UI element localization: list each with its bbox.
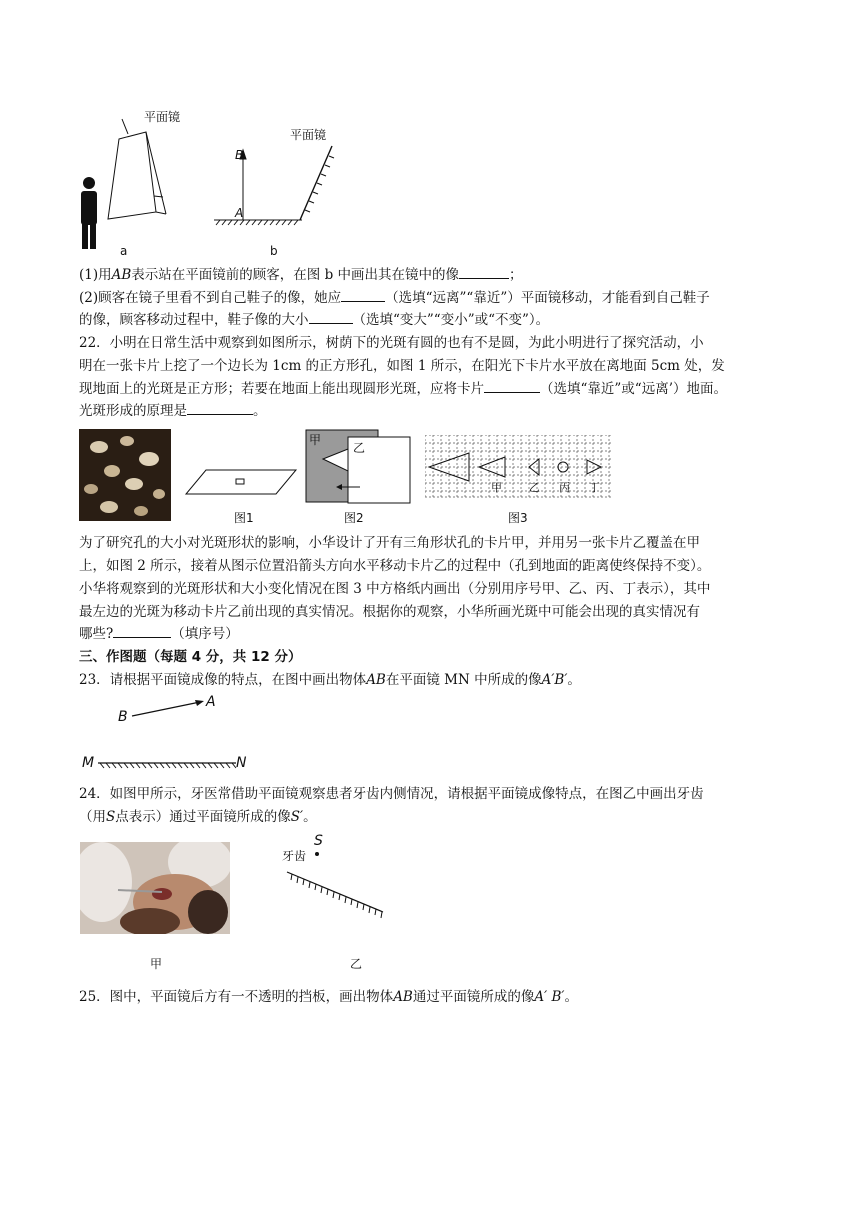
- figure-23: [78, 692, 278, 776]
- figure-caption-b: b: [270, 244, 278, 258]
- answer-blank[interactable]: [341, 287, 385, 302]
- figure-1-caption: 图1: [234, 511, 254, 525]
- label-b-point: B: [235, 148, 244, 162]
- card-with-hole-drawing: [184, 464, 300, 500]
- photo-caption-jia: 甲: [150, 957, 163, 971]
- label-point-a: A: [206, 694, 216, 710]
- q21-part2: (2)顾客在镜子里看不到自己鞋子的像，她应 （选填“远离”“靠近”）平面镜移动，才能看到自己鞋子: [79, 287, 779, 309]
- q22-line8: 最左边的光斑为移动卡片乙前出现的真实情况。根据你的观察，小华所画光斑中可能会出现的真实情况有: [79, 604, 700, 620]
- grid-spots-drawing: [425, 435, 613, 499]
- figure-2-caption: 图2: [344, 511, 364, 525]
- figure-1: [184, 464, 300, 500]
- ground-hatch: [216, 220, 298, 225]
- figure-2: [305, 429, 415, 509]
- dentist-photo-image: [80, 842, 230, 934]
- q22-line5: 为了研究孔的大小对光斑形状的影响，小华设计了开有三角形状孔的卡片甲，并用另一张卡片乙覆盖在甲: [79, 535, 700, 551]
- q24-line1: 24．如图甲所示，牙医常借助平面镜观察患者牙齿内侧情况，请根据平面镜成像特点，在图乙中画出牙齿: [79, 786, 704, 802]
- figure-3-grid: [425, 435, 613, 499]
- grid-label-jia: 甲: [491, 481, 502, 494]
- q21-part1: (1)用AB表示站在平面镜前的顾客，在图 b 中画出其在镜中的像 ；: [79, 264, 779, 286]
- figure-24-yi: [280, 834, 390, 924]
- q23-text: 23．请根据平面镜成像的特点，在图中画出物体AB在平面镜 MN 中所成的像A′B′。: [79, 672, 581, 688]
- label-point-m: M: [82, 755, 95, 771]
- q25-text: 25．图中，平面镜后方有一不透明的挡板，画出物体AB通过平面镜所成的像A′ B′。: [79, 989, 578, 1005]
- inclined-mirror: [300, 146, 332, 220]
- person-icon: [81, 177, 97, 249]
- answer-blank[interactable]: [484, 378, 540, 393]
- figure-3-caption: 图3: [508, 511, 528, 525]
- label-point-b: B: [118, 709, 128, 725]
- figure-caption-yi: 乙: [350, 957, 363, 971]
- answer-blank[interactable]: [459, 264, 509, 279]
- figure-b-drawing: [214, 146, 334, 225]
- shadow-photo: [79, 429, 171, 521]
- mirror-label-b: 平面镜: [290, 128, 327, 142]
- mirror-hatch: [305, 156, 334, 212]
- card-jia-label: 甲: [309, 433, 322, 447]
- light-spots-image: [79, 429, 171, 521]
- q22-line4: 光斑形成的原理是 。: [79, 400, 779, 422]
- card-yi-label: 乙: [353, 441, 366, 455]
- mirror-label-a: 平面镜: [144, 110, 181, 124]
- tooth-label: 牙齿: [282, 849, 307, 863]
- answer-blank[interactable]: [113, 623, 171, 638]
- label-point-n: N: [236, 755, 247, 771]
- q22-line3: 现地面上的光斑是正方形；若要在地面上能出现圆形光斑，应将卡片 （选填“靠近”或“远离’）地面。: [79, 378, 779, 400]
- tooth-point-s: [315, 852, 319, 856]
- point-s-label: S: [314, 833, 323, 849]
- answer-blank[interactable]: [187, 400, 253, 415]
- label-a-point: A: [235, 206, 244, 220]
- q21-part2-cont: 的像，顾客移动过程中，鞋子像的大小 （选填“变大”“变小”或“不变”）。: [79, 309, 779, 331]
- mirror-stand-a: [108, 119, 166, 219]
- figure-caption-a: a: [120, 244, 128, 258]
- figure-21: [70, 104, 370, 264]
- q22-line9: 哪些? （填序号）: [79, 623, 779, 645]
- section-heading: 三、作图题（每题 4 分，共 12 分）: [79, 649, 302, 665]
- dentist-photo: [80, 842, 230, 934]
- answer-blank[interactable]: [309, 309, 353, 324]
- q22-line6: 上，如图 2 所示，接着从图示位置沿箭头方向水平移动卡片乙的过程中（孔到地面的距离使终保持不变）。: [79, 558, 711, 574]
- q24-line2: （用S点表示）通过平面镜所成的像S′。: [79, 809, 317, 825]
- q23-drawing: [78, 692, 278, 776]
- grid-label-yi: 乙: [529, 481, 540, 494]
- grid-label-bing: 丙: [559, 481, 570, 494]
- grid-label-ding: 丁: [589, 481, 600, 494]
- q22-line7: 小华将观察到的光斑形状和大小变化情况在图 3 中方格纸内画出（分别用序号甲、乙、丙、丁表示），其中: [79, 581, 711, 597]
- q22-line2: 明在一张卡片上挖了一个边长为 1cm 的正方形孔，如图 1 所示，在阳光下卡片水平放在离地面 5cm 处，发: [79, 358, 725, 374]
- q22-line1: 22．小明在日常生活中观察到如图所示，树荫下的光斑有圆的也有不是圆，为此小明进行了探究活动，小: [79, 335, 704, 351]
